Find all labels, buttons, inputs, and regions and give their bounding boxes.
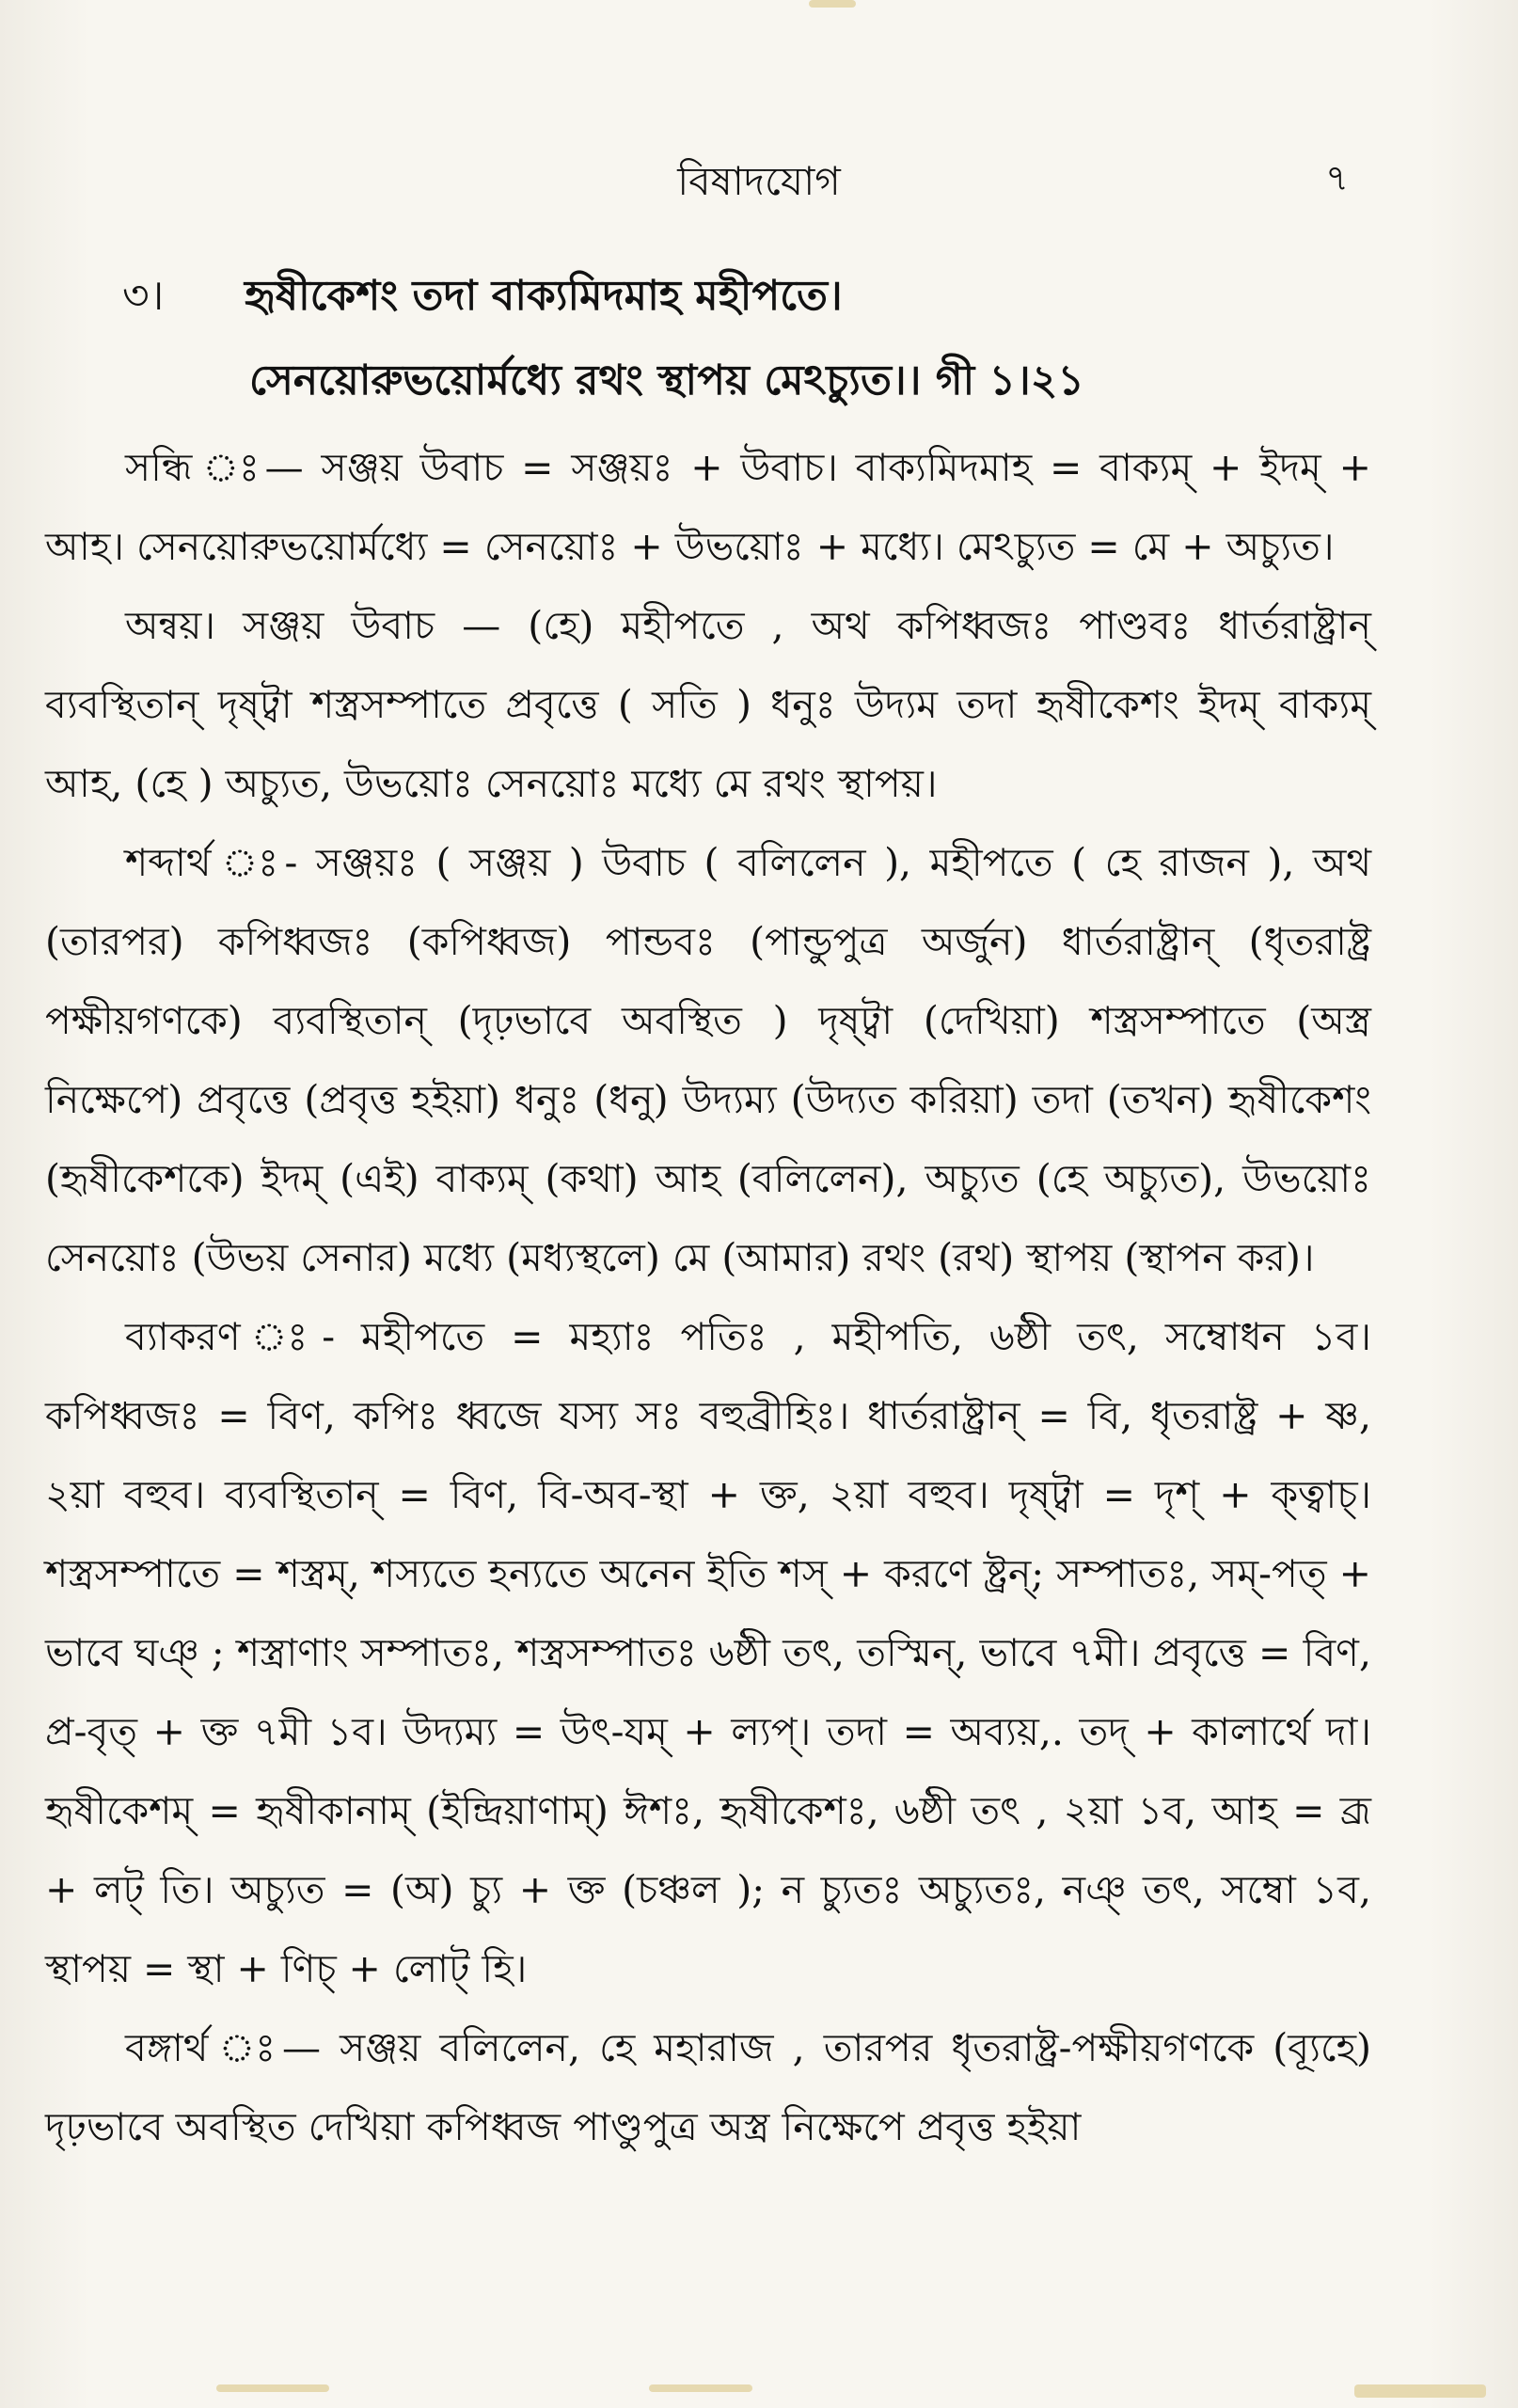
page-number: ৭ <box>1325 157 1349 198</box>
anvay-paragraph: অন্বয়। সঞ্জয় উবাচ — (হে) মহীপতে , অথ কপিধ্বজঃ পাণ্ডবঃ ধার্তরাষ্ট্রান্ ব্যবস্থিতান্ দৃষ্ট্বা শস্ত্রসম্পাতে প্রবৃত্তে ( সতি ) ধনুঃ উদ্যম তদা হৃষীকেশং ইদম্ বাক্যম্ আহ, (হে ) অচ্যুত, উভয়োঃ সেনয়োঃ মধ্যে মে রথং স্থাপয়। <box>45 603 1371 806</box>
bottom-edge-marks <box>0 2384 1518 2408</box>
verse-number: ৩। <box>122 272 165 320</box>
chapter-title: বিষাদযোগ <box>677 158 841 204</box>
edge-mark <box>809 0 856 8</box>
byakaran-paragraph: ব্যাকরণ ঃ- মহীপতে = মহ্যাঃ পতিঃ , মহীপতি, ৬ষ্ঠী তৎ, সম্বোধন ১ব। কপিধ্বজঃ = বিণ, কপিঃ ধ্বজে যস্য সঃ বহুব্রীহিঃ। ধার্তরাষ্ট্রান্ = বি, ধৃতরাষ্ট্র + ষ্ণ, ২য়া বহুব। ব্যবস্থিতান্ = বিণ, বি-অব-স্থা + ক্ত, ২য়া বহুব। দৃষ্ট্বা = দৃশ্ + ক্ত্বাচ্। শস্ত্রসম্পাতে = শস্ত্রম্, শস্যতে হন্যতে অনেন ইতি শস্ + করণে ষ্ট্রন্; সম্পাতঃ, সম্-পত্ + ভাবে ঘঞ্ ; শস্ত্রাণাং সম্পাতঃ, শস্ত্রসম্পাতঃ ৬ষ্ঠী তৎ, তস্মিন্, ভাবে ৭মী। প্রবৃত্তে = বিণ, প্র-বৃত্ + ক্ত ৭মী ১ব। উদ্যম্য = উৎ-যম্ + ল্যপ্। তদা = অব্যয়,. তদ্ + কালার্থে দা। হৃষীকেশম্ = হৃষীকানাম্ (ইন্দ্রিয়াণাম্) ঈশঃ, হৃষীকেশঃ, ৬ষ্ঠী তৎ , ২য়া ১ব, আহ = ব্রূ + লট্ তি। অচ্যুত = (অ) চ্যু + ক্ত (চঞ্চল ); ন চ্যুতঃ অচ্যুতঃ, নঞ্ তৎ, সম্বো ১ব, স্থাপয় = স্থা + ণিচ্ + লোট্ হি। <box>45 1314 1371 1991</box>
edge-mark <box>1354 2384 1486 2398</box>
sandhi-paragraph: সন্ধি ঃ— সঞ্জয় উবাচ = সঞ্জয়ঃ + উবাচ। বাক্যমিদমাহ = বাক্যম্ + ইদম্ + আহ। সেনয়োরুভয়োর্মধ্যে = সেনয়োঃ + উভয়োঃ + মধ্যে। মেঽচ্যুত = মে + অচ্যুত। <box>45 445 1371 569</box>
edge-mark <box>216 2384 329 2392</box>
verse-line-1 <box>0 254 1518 339</box>
shabdartha-paragraph: শব্দার্থ ঃ- সঞ্জয়ঃ ( সঞ্জয় ) উবাচ ( বলিলেন ), মহীপতে ( হে রাজন ), অথ (তারপর) কপিধ্বজঃ (কপিধ্বজ) পান্ডবঃ (পান্ডুপুত্র অর্জুন) ধার্তরাষ্ট্রান্ (ধৃতরাষ্ট্র পক্ষীয়গণকে) ব্যবস্থিতান্ (দৃঢ়ভাবে অবস্থিত ) দৃষ্ট্বা (দেখিয়া) শস্ত্রসম্পাতে (অস্ত্র নিক্ষেপে) প্রবৃত্তে (প্রবৃত্ত হইয়া) ধনুঃ (ধনু) উদ্যম্য (উদ্যত করিয়া) তদা (তখন) হৃষীকেশং (হৃষীকেশকে) ইদম্ (এই) বাক্যম্ (কথা) আহ (বলিলেন), অচ্যুত (হে অচ্যুত), উভয়োঃ সেনয়োঃ (উভয় সেনার) মধ্যে (মধ্যস্থলে) মে (আমার) রথং (রথ) স্থাপয় (স্থাপন কর)। <box>45 840 1371 1280</box>
commentary <box>45 428 1371 2166</box>
verse-line-2: সেনয়োরুভয়োর্মধ্যে রথং স্থাপয় মেঽচ্যুত।। গী ১।২১ <box>249 356 1084 404</box>
verse-block <box>0 254 1518 423</box>
verse-text-1: হৃষীকেশং তদা বাক্যমিদমাহ মহীপতে। <box>245 272 843 320</box>
bangartha-paragraph: বঙ্গার্থ ঃ— সঞ্জয় বলিলেন, হে মহারাজ , তারপর ধৃতরাষ্ট্র-পক্ষীয়গণকে (ব্যূহে) দৃঢ়ভাবে অবস্থিত দেখিয়া কপিধ্বজ পাণ্ডুপুত্র অস্ত্র নিক্ষেপে প্রবৃত্ত হইয়া <box>45 2025 1371 2149</box>
edge-mark <box>649 2384 752 2392</box>
page-header <box>0 150 1518 207</box>
top-edge-marks <box>0 0 1518 11</box>
